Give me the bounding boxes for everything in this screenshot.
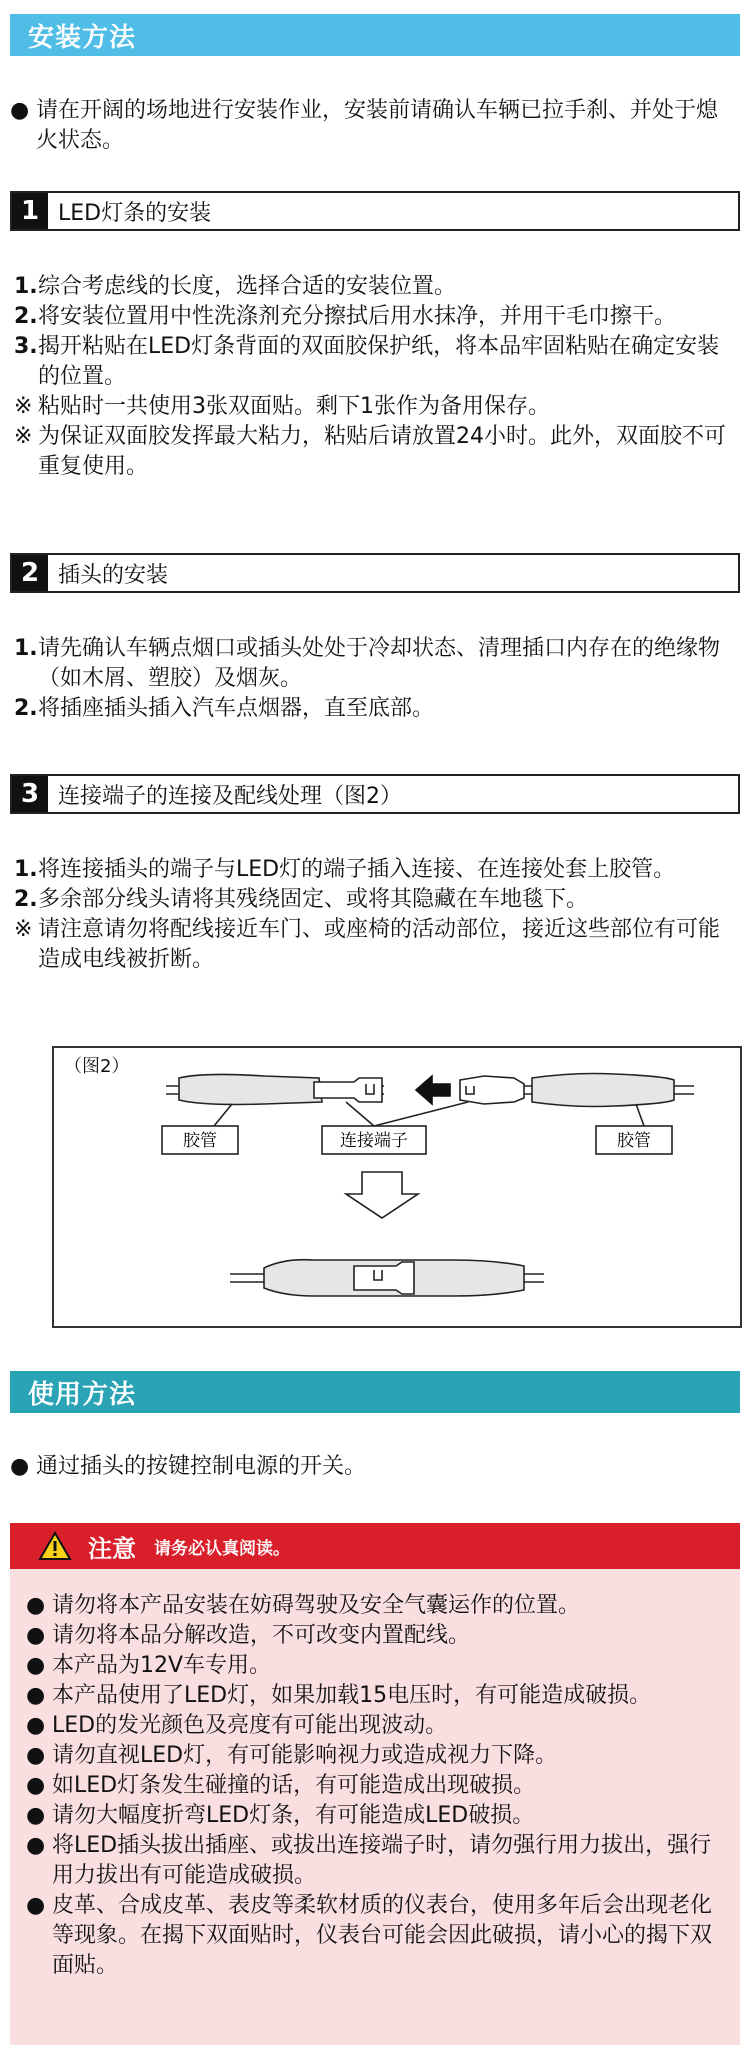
- install-intro: [0, 96, 750, 156]
- caution-item: ● 如LED灯条发生碰撞的话，有可能造成出现破损。: [26, 1773, 536, 1798]
- step-2-title: 插头的安装: [58, 562, 169, 588]
- step-3-list: [0, 855, 750, 975]
- step-3-number: 3: [12, 776, 48, 812]
- note-item: ※ 粘贴时一共使用3张双面贴。剩下1张作为备用保存。: [14, 394, 550, 419]
- caution-item: ● 本产品为12V车专用。: [26, 1653, 272, 1678]
- usage-section-title: 使用方法: [28, 1379, 137, 1410]
- warning-triangle-icon: [38, 1531, 72, 1561]
- list-item: 2. 将插座插头插入汽车点烟器，直至底部。: [14, 696, 435, 721]
- tube-right-label: 胶管: [617, 1131, 651, 1151]
- caution-item: ● 请勿将本产品安装在妨碍驾驶及安全气囊运作的位置。: [26, 1593, 581, 1618]
- usage-section-header: [10, 1371, 740, 1413]
- usage-text: 通过插头的按键控制电源的开关。: [36, 1454, 367, 1479]
- bullet-mark: ●: [10, 1454, 30, 1479]
- step-1-title: LED灯条的安装: [58, 200, 212, 226]
- step-2-number: 2: [12, 555, 48, 591]
- caution-item: ● 皮革、合成皮革、表皮等柔软材质的仪表台，使用多年后会出现老化等现象。在揭下双面贴时，仪表台可能会因此破损，请小心的揭下双面贴。: [26, 1893, 713, 1978]
- install-section-header: [10, 14, 740, 56]
- connector-diagram: [54, 1048, 740, 1326]
- connector-label: 连接端子: [340, 1131, 408, 1151]
- usage-text-block: [0, 1452, 750, 1482]
- step-1-number: 1: [12, 193, 48, 229]
- caution-item: ● 请勿将本品分解改造，不可改变内置配线。: [26, 1623, 471, 1648]
- caution-item: ● 本产品使用了LED灯，如果加载15电压时，有可能造成破损。: [26, 1683, 652, 1708]
- list-item: 1. 综合考虑线的长度，选择合适的安装位置。: [14, 274, 457, 299]
- caution-header: [10, 1523, 740, 1569]
- list-item: 1. 请先确认车辆点烟口或插头处处于冷却状态、清理插口内存在的绝缘物（如木屑、塑胶）及烟灰。: [14, 636, 721, 691]
- tube-left-label: 胶管: [183, 1131, 217, 1151]
- list-item: 2. 将安装位置用中性洗涤剂充分擦拭后用水抹净，并用干毛巾擦干。: [14, 304, 677, 329]
- install-section-title: 安装方法: [28, 22, 137, 53]
- caution-item: ● 将LED插头拔出插座、或拔出连接端子时，请勿强行用力拔出，强行用力拔出有可能造成破损。: [26, 1833, 712, 1888]
- caution-item: ● LED的发光颜色及亮度有可能出现波动。: [26, 1713, 448, 1738]
- caution-item: ● 请勿直视LED灯，有可能影响视力或造成视力下降。: [26, 1743, 558, 1768]
- figure-label: （图2）: [64, 1056, 130, 1077]
- step-2-list: [0, 634, 750, 724]
- caution-subtitle: 请务必认真阅读。: [154, 1538, 290, 1559]
- step-1-list: [0, 272, 750, 482]
- step-3-title: 连接端子的连接及配线处理（图2）: [58, 783, 402, 809]
- note-item: ※ 请注意请勿将配线接近车门、或座椅的活动部位，接近这些部位有可能造成电线被折断。: [14, 917, 721, 972]
- install-intro-text: 请在开阔的场地进行安装作业，安装前请确认车辆已拉手刹、并处于熄火状态。: [36, 98, 719, 153]
- list-item: 2. 多余部分线头请将其残绕固定、或将其隐藏在车地毯下。: [14, 887, 589, 912]
- list-item: 1. 将连接插头的端子与LED灯的端子插入连接、在连接处套上胶管。: [14, 857, 676, 882]
- list-item: 3. 揭开粘贴在LED灯条背面的双面胶保护纸，将本品牢固粘贴在确定安装的位置。: [14, 334, 720, 389]
- figure-2: [52, 1046, 742, 1328]
- caution-title: 注意: [88, 1534, 136, 1563]
- note-item: ※ 为保证双面胶发挥最大粘力，粘贴后请放置24小时。此外，双面胶不可重复使用。: [14, 424, 726, 479]
- step-3-header: [10, 774, 740, 814]
- step-2-header: [10, 553, 740, 593]
- bullet-mark: ●: [10, 98, 30, 123]
- caution-item: ● 请勿大幅度折弯LED灯条，有可能造成LED破损。: [26, 1803, 535, 1828]
- step-1-header: [10, 191, 740, 231]
- caution-body: [10, 1569, 740, 2045]
